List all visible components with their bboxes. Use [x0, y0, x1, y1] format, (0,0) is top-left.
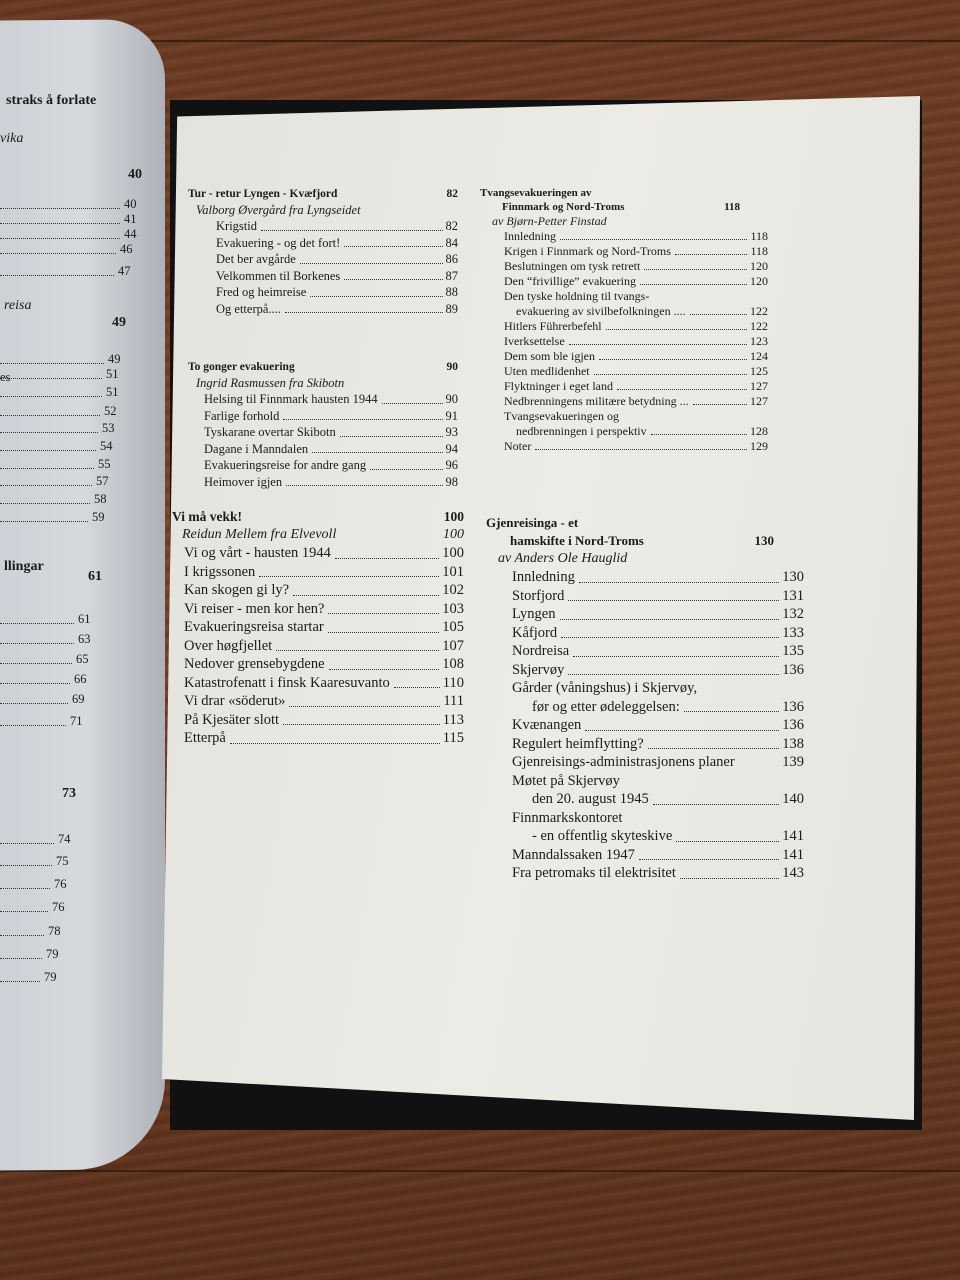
toc-entry-label: Over høgfjellet: [184, 637, 273, 654]
toc-entry: [216, 235, 458, 252]
toc-entry-label: Iverksettelse: [504, 334, 565, 348]
dot-leader: [344, 246, 442, 247]
dot-leader: [289, 706, 440, 707]
toc-entry: [184, 600, 464, 619]
toc-entry-label: Tvangsevakueringen og: [504, 409, 619, 423]
toc-entry-page: 129: [750, 439, 768, 453]
toc-entry-page: 143: [782, 865, 804, 881]
toc-entry-page: 120: [750, 259, 768, 273]
dot-leader: [648, 748, 780, 749]
dot-leader: [573, 656, 779, 657]
toc-entry-label: Heimover igjen: [204, 474, 283, 489]
left-page-fragment: llingar: [4, 559, 44, 574]
left-page-fragment: 79: [46, 947, 59, 961]
dot-leader: [283, 419, 442, 420]
dot-leader: [286, 485, 442, 486]
dot-leader: [261, 230, 443, 231]
left-page-fragment: 53: [102, 421, 115, 435]
toc-entry: [504, 259, 768, 274]
toc-entry-label: Tyskarane overtar Skibotn: [204, 425, 336, 439]
toc-column-2: [480, 186, 768, 454]
toc-entry: [204, 408, 458, 425]
left-page-fragment: 47: [118, 264, 131, 278]
toc-entry: [512, 605, 804, 624]
toc-entry-page: 130: [782, 569, 804, 585]
toc-entry: [216, 218, 458, 235]
left-page-fragment: 55: [98, 457, 111, 471]
dot-leader: [568, 600, 779, 601]
toc-entry-label: nedbrenningen i perspektiv: [516, 424, 647, 438]
toc-entry: [512, 846, 804, 865]
toc-entry: [512, 716, 804, 735]
dot-leader: [328, 613, 439, 614]
dot-leader: [585, 730, 779, 731]
dot-leader: [594, 374, 747, 375]
dot-leader: [561, 637, 779, 638]
toc-entry: [204, 391, 458, 408]
toc-entry-page: 118: [750, 229, 768, 243]
section-title: Gjenreisinga - et: [486, 515, 579, 530]
dot-leader: [0, 643, 74, 644]
toc-entry-page: 132: [782, 606, 804, 622]
left-page-fragment: 51: [106, 367, 119, 381]
toc-entry-page: 110: [442, 674, 464, 691]
toc-entry-page: 141: [782, 846, 804, 863]
toc-entry-page: 138: [782, 735, 804, 752]
toc-entry: [512, 772, 804, 791]
left-page-fragment: 49: [112, 315, 126, 330]
dot-leader: [0, 275, 114, 276]
left-page-fragment: es: [0, 370, 11, 384]
left-page-fragment: 40: [124, 197, 137, 211]
toc-entry-label: Manndalssaken 1947: [512, 846, 635, 863]
left-page-fragment: 41: [124, 212, 137, 226]
toc-entry: [512, 642, 804, 661]
toc-entry: [184, 674, 464, 693]
dot-leader: [0, 468, 94, 469]
toc-entry: [204, 441, 458, 458]
toc-entry-page: 91: [445, 408, 458, 423]
dot-leader: [340, 436, 443, 437]
toc-entry: [216, 301, 458, 318]
toc-entry-label: Fred og heimreise: [216, 285, 307, 299]
toc-entry-label: Dagane i Manndalen: [204, 441, 309, 456]
toc-entry-label: Katastrofenatt i finsk Kaaresuvanto: [184, 674, 390, 691]
toc-entry: [512, 679, 804, 698]
toc-entry: [504, 379, 768, 394]
dot-leader: [328, 632, 440, 633]
toc-entry: [512, 753, 804, 772]
toc-entry-label: Evakueringsreise for andre gang: [204, 458, 367, 472]
dot-leader: [0, 888, 50, 889]
dot-leader: [569, 344, 747, 345]
left-page-fragment: 73: [62, 786, 76, 801]
dot-leader: [0, 450, 96, 451]
toc-entry-label: Det ber avgårde: [216, 252, 296, 266]
toc-entry-label: før og etter ødeleggelsen:: [532, 698, 680, 715]
toc-entry-page: 90: [445, 392, 458, 406]
dot-leader: [293, 595, 439, 596]
left-page-fragment: 46: [120, 242, 133, 256]
left-page-fragment: reisa: [4, 298, 32, 313]
toc-entry-page: 115: [442, 730, 464, 746]
left-page-fragment: 44: [124, 227, 137, 241]
toc-entry: [184, 618, 464, 637]
toc-entry: [512, 624, 804, 643]
toc-entry-page: 111: [443, 693, 464, 709]
toc-entry-label: Og etterpå....: [216, 301, 281, 316]
dot-leader: [0, 911, 48, 912]
toc-entry-page: 98: [445, 474, 458, 489]
toc-entry: [184, 544, 464, 563]
board-seam: [0, 1170, 960, 1172]
toc-entry: [504, 349, 768, 364]
dot-leader: [259, 576, 439, 577]
dot-leader: [0, 253, 116, 254]
dot-leader: [617, 389, 747, 390]
dot-leader: [644, 269, 747, 270]
toc-entry-page: 128: [750, 424, 768, 438]
toc-entry: [204, 457, 458, 474]
dot-leader: [560, 619, 780, 620]
toc-entry-label: Nordreisa: [512, 643, 570, 659]
toc-entry-label: - en offentlig skyteskive: [532, 828, 673, 844]
toc-entry-page: 107: [442, 637, 464, 654]
toc-entry-label: Kvænangen: [512, 717, 582, 733]
toc-entry: [504, 244, 768, 259]
toc-entry-page: 84: [445, 235, 458, 250]
dot-leader: [0, 865, 52, 866]
toc-entry-label: Vi og vårt - hausten 1944: [184, 545, 331, 561]
toc-entry-page: 140: [782, 791, 804, 807]
dot-leader: [283, 724, 440, 725]
toc-entry-page: 100: [442, 545, 464, 561]
left-page-fragment: 76: [54, 877, 67, 891]
dot-leader: [0, 503, 90, 504]
dot-leader: [0, 843, 54, 844]
dot-leader: [0, 935, 44, 936]
toc-entry-page: 123: [750, 334, 768, 348]
dot-leader: [0, 208, 120, 209]
toc-entry-label: Vi reiser - men kor hen?: [184, 600, 325, 617]
toc-entry: [504, 319, 768, 334]
toc-entry-page: 141: [782, 828, 804, 844]
dot-leader: [0, 725, 66, 726]
toc-entry-page: 120: [750, 274, 768, 288]
dot-leader: [693, 404, 747, 405]
toc-entry-label: Etterpå: [184, 730, 226, 746]
dot-leader: [0, 363, 104, 364]
dot-leader: [0, 432, 98, 433]
toc-entry: [184, 711, 464, 730]
toc-entry: [504, 334, 768, 349]
toc-entry-page: 122: [750, 319, 768, 333]
toc-section: [188, 359, 458, 490]
toc-entry-page: 88: [445, 285, 458, 299]
section-title: Tur - retur Lyngen - Kvæfjord 82: [188, 188, 458, 200]
toc-entry-page: 87: [445, 268, 458, 283]
toc-entry-page: 125: [750, 364, 768, 378]
toc-section: [188, 186, 458, 317]
toc-entry-page: 131: [782, 587, 804, 604]
dot-leader: [0, 223, 120, 224]
dot-leader: [310, 296, 442, 297]
toc-entry: [504, 394, 768, 409]
section-author: Ingrid Rasmussen fra Skibotn: [196, 376, 345, 390]
toc-column-1-lower: [172, 508, 464, 748]
toc-entry-label: På Kjesäter slott: [184, 711, 280, 728]
dot-leader: [0, 238, 120, 239]
toc-entry-label: Kåfjord: [512, 624, 558, 641]
dot-leader: [676, 841, 779, 842]
dot-leader: [599, 359, 747, 360]
left-page-fragment: 54: [100, 439, 113, 453]
dot-leader: [335, 558, 439, 559]
toc-entry-page: 101: [442, 563, 464, 580]
toc-entry: [184, 637, 464, 656]
toc-entry-page: 136: [782, 698, 804, 715]
section-title: Tvangsevakueringen av: [480, 187, 592, 199]
toc-entry-label: Finnmarkskontoret: [512, 809, 623, 826]
toc-entry: [512, 827, 804, 846]
dot-leader: [300, 263, 443, 264]
toc-entry-page: 136: [782, 661, 804, 678]
toc-entry: [184, 655, 464, 674]
dot-leader: [640, 284, 747, 285]
section-title: Finnmark og Nord-Troms 118: [502, 201, 740, 213]
dot-leader: [0, 623, 74, 624]
toc-entry-label: Den tyske holdning til tvangs-: [504, 289, 650, 303]
left-page-fragment: 78: [48, 924, 61, 938]
toc-entry: [504, 289, 768, 304]
dot-leader: [0, 663, 72, 664]
toc-entry-page: 127: [750, 379, 768, 393]
section-title: hamskifte i Nord-Troms 130: [510, 533, 774, 548]
toc-entry-page: 108: [442, 656, 464, 672]
toc-entry-label: I krigssonen: [184, 563, 256, 580]
toc-entry-label: Evakueringsreisa startar: [184, 619, 324, 635]
toc-entry-label: Gjenreisings-administrasjonens planer: [512, 754, 735, 770]
toc-entry-label: Farlige forhold: [204, 408, 280, 423]
toc-entry-label: Storfjord: [512, 587, 565, 604]
dot-leader: [568, 674, 779, 675]
toc-entry: [512, 661, 804, 680]
section-author: av Anders Ole Hauglid: [498, 551, 628, 566]
toc-entry-page: 96: [445, 458, 458, 472]
toc-entry: [512, 790, 804, 809]
toc-column-2-lower: [486, 514, 804, 883]
toc-entry-label: Gårder (våningshus) i Skjervøy,: [512, 680, 698, 696]
left-page-fragment: 65: [76, 652, 89, 666]
left-page-fragment: straks å forlate: [6, 93, 97, 108]
dot-leader: [370, 469, 442, 470]
dot-leader: [0, 378, 102, 379]
toc-entry-page: 133: [782, 624, 804, 641]
toc-entry-page: 102: [442, 582, 464, 598]
left-page: [0, 19, 165, 1171]
dot-leader: [312, 452, 442, 453]
toc-entry: [504, 229, 768, 244]
toc-entry-label: Møtet på Skjervøy: [512, 772, 620, 789]
left-page-fragment: 61: [88, 569, 102, 584]
dot-leader: [675, 254, 748, 255]
dot-leader: [329, 669, 440, 670]
toc-entry-label: Vi drar «söderut»: [184, 693, 286, 709]
section-author: av Bjørn-Petter Finstad: [492, 214, 607, 228]
left-page-fragment: 61: [78, 612, 91, 626]
section-author: Valborg Øvergård fra Lyngseidet: [196, 203, 361, 217]
toc-entry-page: 105: [442, 619, 464, 635]
toc-entry: [216, 268, 458, 285]
dot-leader: [651, 434, 747, 435]
dot-leader: [276, 650, 439, 651]
toc-entry-page: 118: [750, 244, 768, 258]
dot-leader: [684, 711, 779, 712]
left-page-fragment: 71: [70, 714, 83, 728]
toc-entry-label: Skjervøy: [512, 661, 565, 678]
toc-entry: [216, 284, 458, 301]
dot-leader: [579, 582, 779, 583]
left-page-fragment: vika: [0, 131, 24, 146]
left-page-fragment: 69: [72, 692, 85, 706]
section-title: Vi må vekk! 100: [172, 509, 464, 524]
toc-entry-page: 113: [442, 711, 464, 728]
toc-entry-page: 93: [445, 425, 458, 439]
toc-entry: [204, 474, 458, 491]
toc-entry-label: den 20. august 1945: [532, 791, 649, 807]
toc-entry-page: 136: [782, 717, 804, 733]
toc-entry-label: Regulert heimflytting?: [512, 735, 644, 752]
toc-column-1: [188, 186, 458, 490]
toc-entry-page: 86: [445, 252, 458, 266]
toc-entry-page: 127: [750, 394, 768, 408]
dot-leader: [0, 981, 40, 982]
toc-entry: [512, 735, 804, 754]
toc-entry: [504, 409, 768, 424]
toc-entry-label: Evakuering - og det fort!: [216, 235, 341, 250]
dot-leader: [653, 804, 779, 805]
toc-entry: [512, 864, 804, 883]
dot-leader: [0, 703, 68, 704]
toc-entry: [504, 274, 768, 289]
toc-entry-label: Den “frivillige” evakuering: [504, 274, 636, 288]
dot-leader: [560, 239, 747, 240]
toc-entry-label: Nedbrenningens militære betydning ...: [504, 394, 689, 408]
toc-entry-label: Innledning: [504, 229, 556, 243]
toc-entry-page: 139: [782, 754, 804, 770]
dot-leader: [285, 312, 443, 313]
toc-entry: [512, 698, 804, 717]
toc-entry-label: Lyngen: [512, 606, 556, 622]
dot-leader: [0, 396, 102, 397]
left-page-fragment: 76: [52, 900, 65, 914]
toc-entry-label: Kan skogen gi ly?: [184, 582, 290, 598]
toc-entry: [512, 568, 804, 587]
toc-entry: [504, 364, 768, 379]
left-page-fragment: 63: [78, 632, 91, 646]
toc-entry: [216, 251, 458, 268]
toc-entry-label: Beslutningen om tysk retrett: [504, 259, 641, 273]
toc-entry-page: 122: [750, 304, 768, 318]
toc-entry-label: Velkommen til Borkenes: [216, 268, 341, 283]
dot-leader: [639, 859, 779, 860]
dot-leader: [230, 743, 440, 744]
left-page-fragment: 57: [96, 474, 109, 488]
dot-leader: [690, 314, 747, 315]
dot-leader: [0, 485, 92, 486]
toc-entry: [512, 809, 804, 828]
toc-entry: [184, 563, 464, 582]
left-page-fragment: 66: [74, 672, 87, 686]
toc-entry-label: Hitlers Führerbefehl: [504, 319, 602, 333]
toc-entry-page: 103: [442, 600, 464, 617]
dot-leader: [344, 279, 442, 280]
toc-entry: [504, 424, 768, 439]
left-page-fragment: 74: [58, 832, 71, 846]
dot-leader: [680, 878, 779, 879]
toc-entry-page: 94: [445, 441, 458, 456]
toc-entry: [512, 587, 804, 606]
toc-entry-page: 89: [445, 301, 458, 316]
dot-leader: [0, 683, 70, 684]
left-page-fragment: 52: [104, 404, 117, 418]
dot-leader: [0, 958, 42, 959]
toc-entry-label: Dem som ble igjen: [504, 349, 595, 363]
toc-entry-label: Uten medlidenhet: [504, 364, 590, 378]
toc-entry-page: 82: [445, 219, 458, 233]
toc-entry-label: Helsing til Finnmark hausten 1944: [204, 392, 378, 406]
left-page-fragment: 58: [94, 492, 107, 506]
dot-leader: [606, 329, 747, 330]
toc-entry: [504, 439, 768, 454]
dot-leader: [0, 521, 88, 522]
toc-entry-label: Krigen i Finnmark og Nord-Troms: [504, 244, 671, 258]
toc-entry: [184, 729, 464, 748]
toc-entry-label: Flyktninger i eget land: [504, 379, 613, 393]
toc-entry-label: evakuering av sivilbefolkningen ....: [516, 304, 686, 318]
toc-entry: [184, 581, 464, 600]
toc-entry-label: Nedover grensebygdene: [184, 656, 325, 672]
left-page-fragment: 49: [108, 352, 121, 366]
toc-entry-page: 124: [750, 349, 768, 363]
toc-entry-label: Krigstid: [216, 219, 257, 233]
dot-leader: [382, 403, 443, 404]
left-page-fragment: 75: [56, 854, 69, 868]
dot-leader: [394, 687, 440, 688]
toc-entry-page: 135: [782, 643, 804, 659]
section-author: Reidun Mellem fra Elvevoll 100: [182, 527, 464, 542]
left-page-fragment: 51: [106, 385, 119, 399]
toc-entry-label: Fra petromaks til elektrisitet: [512, 865, 676, 881]
left-page-fragment: 40: [128, 167, 142, 182]
toc-entry: [204, 424, 458, 441]
dot-leader: [0, 415, 100, 416]
toc-entry: [184, 692, 464, 711]
section-title: To gonger evakuering 90: [188, 361, 458, 373]
toc-entry: [504, 304, 768, 319]
left-page-fragment: 79: [44, 970, 57, 984]
dot-leader: [535, 449, 747, 450]
toc-entry-label: Noter: [504, 439, 532, 453]
left-page-fragment: 59: [92, 510, 105, 524]
toc-entry-label: Innledning: [512, 569, 575, 585]
